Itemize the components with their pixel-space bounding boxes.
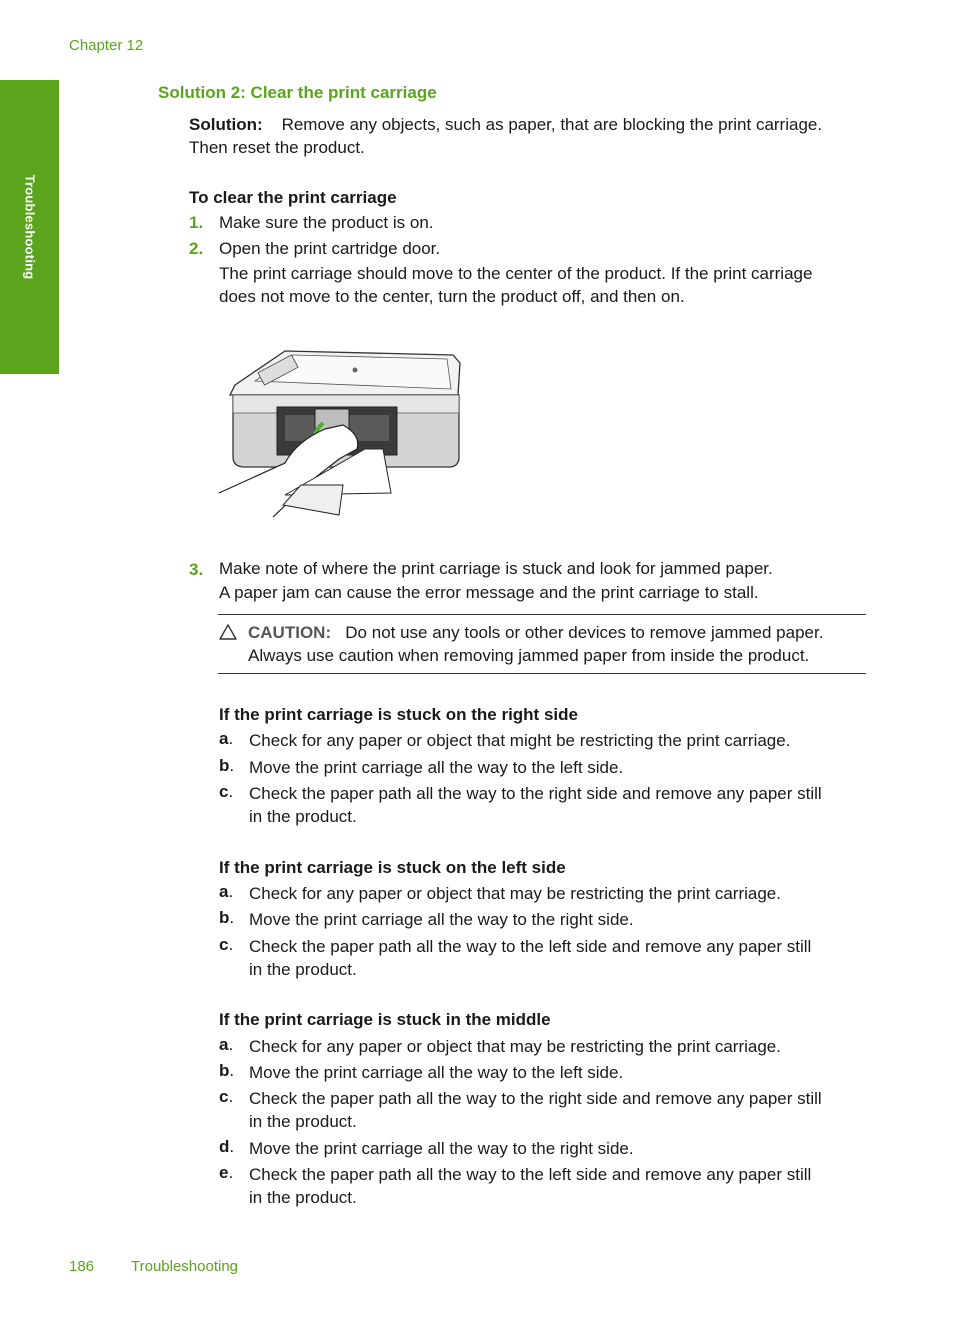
middle-item-c: Check the paper path all the way to the right side and remove any paper still (249, 1089, 822, 1108)
middle-item-a: Check for any paper or object that may be restricting the print carriage. (249, 1037, 781, 1056)
step-3-note: A paper jam can cause the error message and the print carriage to stall. (219, 583, 759, 602)
left-side-item-b: Move the print carriage all the way to the right side. (249, 910, 634, 929)
right-side-letter-c: c. (219, 782, 234, 801)
middle-heading: If the print carriage is stuck in the middle (219, 1010, 551, 1029)
right-side-item-b: Move the print carriage all the way to the left side. (249, 758, 624, 777)
caution-line-2: Always use caution when removing jammed paper from inside the product. (248, 646, 810, 665)
right-side-item-c-cont: in the product. (249, 807, 357, 826)
caution-top-rule (218, 614, 866, 615)
left-side-letter-a: a. (219, 882, 234, 901)
caution-label: CAUTION: (248, 623, 332, 642)
printer-illustration (215, 345, 465, 523)
middle-letter-b: b. (219, 1061, 235, 1080)
right-side-heading: If the print carriage is stuck on the right side (219, 705, 578, 724)
middle-letter-d: d. (219, 1137, 235, 1156)
step-1-number: 1. (189, 213, 204, 232)
solution-text-2: Then reset the product. (189, 138, 365, 157)
page-number: 186 (69, 1258, 95, 1275)
left-side-item-a: Check for any paper or object that may be restricting the print carriage. (249, 884, 781, 903)
side-tab (0, 80, 59, 374)
footer-section: Troubleshooting (131, 1258, 239, 1275)
caution-bottom-rule (218, 673, 866, 674)
procedure-heading: To clear the print carriage (189, 188, 397, 207)
step-1-text: Make sure the product is on. (219, 213, 434, 232)
middle-letter-e: e. (219, 1163, 234, 1182)
middle-letter-c: c. (219, 1087, 234, 1106)
middle-item-e-cont: in the product. (249, 1188, 357, 1207)
right-side-item-c: Check the paper path all the way to the right side and remove any paper still (249, 784, 822, 803)
middle-item-b: Move the print carriage all the way to the left side. (249, 1063, 624, 1082)
step-2-number: 2. (189, 239, 204, 258)
left-side-item-c: Check the paper path all the way to the left side and remove any paper still (249, 937, 812, 956)
right-side-item-a: Check for any paper or object that might be restricting the print carriage. (249, 731, 791, 750)
step-3-number: 3. (189, 560, 204, 579)
left-side-letter-c: c. (219, 935, 234, 954)
right-side-letter-a: a. (219, 729, 234, 748)
left-side-item-c-cont: in the product. (249, 960, 357, 979)
step-2-note-2: does not move to the center, turn the product off, and then on. (219, 287, 685, 306)
right-side-letter-b: b. (219, 756, 235, 775)
caution-text-1: Do not use any tools or other devices to remove jammed paper. (345, 623, 824, 642)
middle-item-e: Check the paper path all the way to the left side and remove any paper still (249, 1165, 812, 1184)
caution-line-1 (248, 621, 823, 644)
solution-paragraph (189, 113, 879, 159)
step-2-note-1: The print carriage should move to the center of the product. If the print carriage (219, 264, 813, 283)
side-tab-label: Troubleshooting (22, 174, 38, 280)
solution-label: Solution: (189, 115, 263, 134)
chapter-header: Chapter 12 (69, 37, 144, 54)
middle-letter-a: a. (219, 1035, 234, 1054)
left-side-letter-b: b. (219, 908, 235, 927)
step-2-text: Open the print cartridge door. (219, 239, 441, 258)
middle-item-c-cont: in the product. (249, 1112, 357, 1131)
solution-heading: Solution 2: Clear the print carriage (158, 83, 437, 102)
left-side-heading: If the print carriage is stuck on the left side (219, 858, 566, 877)
warning-triangle-icon (219, 623, 237, 641)
solution-text-1: Remove any objects, such as paper, that are blocking the print carriage. (281, 115, 823, 134)
middle-item-d: Move the print carriage all the way to the right side. (249, 1139, 634, 1158)
step-3-text: Make note of where the print carriage is stuck and look for jammed paper. (219, 559, 773, 578)
